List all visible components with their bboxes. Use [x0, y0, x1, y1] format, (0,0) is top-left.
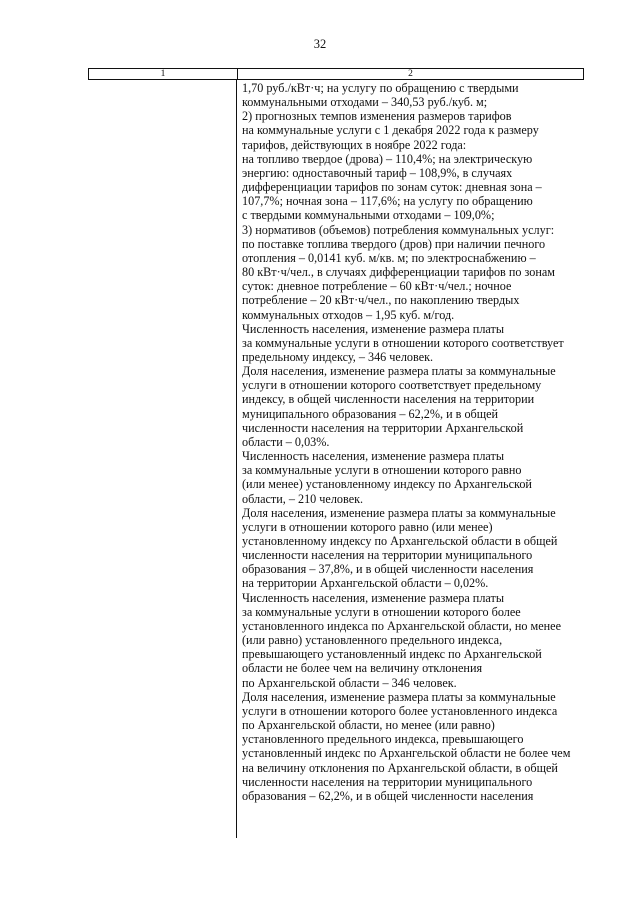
text-line: установленного индекса по Архангельской области, но менее: [242, 618, 561, 633]
text-line: услуги в отношении которого равно (или менее): [242, 519, 493, 534]
text-line: установленный индекс по Архангельской области не более чем: [242, 746, 571, 761]
text-line: на коммунальные услуги с 1 декабря 2022 года к размеру: [242, 123, 539, 138]
text-line: на величину отклонения по Архангельской области, в общей: [242, 760, 558, 775]
text-line: численности населения на территории муниципального: [242, 548, 533, 563]
table-cell-text: [242, 81, 582, 803]
text-line: по Архангельской области, но менее (или равно): [242, 718, 495, 733]
text-line: 80 кВт·ч/чел., в случаях дифференциации тарифов по зонам: [242, 265, 556, 280]
text-line: Доля населения, изменение размера платы за коммунальные: [242, 364, 556, 379]
text-line: потребление – 20 кВт·ч/чел., по накоплению твердых: [242, 293, 520, 308]
text-line: Численность населения, изменение размера платы: [242, 590, 505, 605]
text-line: образования – 62,2%, и в общей численности населения: [242, 788, 534, 803]
text-line: превышающего установленный индекс по Архангельской: [242, 647, 542, 662]
text-line: индексу, в общей численности населения на территории: [242, 392, 535, 407]
table-header-col-2: 2: [408, 69, 413, 79]
text-line: за коммунальные услуги в отношении которого более: [242, 604, 521, 619]
text-line: энергию: одноставочный тариф – 108,9%, в случаях: [242, 165, 513, 180]
text-line: с твердыми коммунальными отходами – 109,0%;: [242, 208, 495, 223]
text-line: численности населения на территории муниципального: [242, 774, 533, 789]
text-line: области не более чем на величину отклонения: [242, 661, 483, 676]
text-line: по поставке топлива твердого (дров) при наличии печного: [242, 236, 546, 251]
text-line: численности населения на территории Архангельской: [242, 420, 524, 435]
text-line: (или менее) установленному индексу по Архангельской: [242, 477, 532, 492]
text-line: Доля населения, изменение размера платы за коммунальные: [242, 505, 556, 520]
text-line: 2) прогнозных темпов изменения размеров тарифов: [242, 109, 512, 124]
text-line: Доля населения, изменение размера платы за коммунальные: [242, 689, 556, 704]
text-line: на территории Архангельской области – 0,02%.: [242, 576, 489, 591]
text-line: области – 0,03%.: [242, 434, 330, 449]
document-table: [88, 68, 584, 838]
text-line: коммунальными отходами – 340,53 руб./куб. м;: [242, 95, 488, 110]
text-line: на топливо твердое (дрова) – 110,4%; на электрическую: [242, 151, 533, 166]
page-number: 32: [313, 37, 327, 51]
text-line: услуги в отношении которого более установленного индекса: [242, 703, 558, 718]
column-divider: [236, 79, 237, 838]
table-header-col-1: 1: [89, 69, 238, 79]
text-line: дифференциации тарифов по зонам суток: дневная зона –: [242, 180, 542, 195]
text-line: установленного предельного индекса, превышающего: [242, 732, 524, 747]
text-line: муниципального образования – 62,2%, и в общей: [242, 406, 499, 421]
text-line: образования – 37,8%, и в общей численности населения: [242, 562, 534, 577]
text-line: коммунальных отходов – 1,95 куб. м/год.: [242, 307, 455, 322]
text-line: по Архангельской области – 346 человек.: [242, 675, 457, 690]
text-line: области, – 210 человек.: [242, 491, 364, 506]
text-line: 1,70 руб./кВт·ч; на услугу по обращению с твердыми: [242, 81, 519, 95]
text-line: Численность населения, изменение размера платы: [242, 321, 505, 336]
text-line: (или равно) установленного предельного индекса,: [242, 633, 503, 648]
text-line: за коммунальные услуги в отношении которого равно: [242, 463, 522, 478]
text-line: за коммунальные услуги в отношении которого соответствует: [242, 335, 564, 350]
text-line: установленному индексу по Архангельской области в общей: [242, 534, 558, 548]
text-line: суток: дневное потребление – 60 кВт·ч/чел.; ночное: [242, 279, 512, 294]
text-line: 3) нормативов (объемов) потребления коммунальных услуг:: [242, 222, 555, 237]
text-line: отопления – 0,0141 куб. м/кв. м; по электроснабжению –: [242, 250, 536, 265]
text-line: услуги в отношении которого соответствует предельному: [242, 378, 542, 393]
text-line: Численность населения, изменение размера платы: [242, 449, 505, 464]
text-line: предельному индексу, – 346 человек.: [242, 349, 434, 364]
text-line: тарифов, действующих в ноябре 2022 года:: [242, 137, 467, 152]
table-header-row: [88, 68, 584, 80]
text-line: 107,7%; ночная зона – 117,6%; на услугу по обращению: [242, 194, 533, 209]
